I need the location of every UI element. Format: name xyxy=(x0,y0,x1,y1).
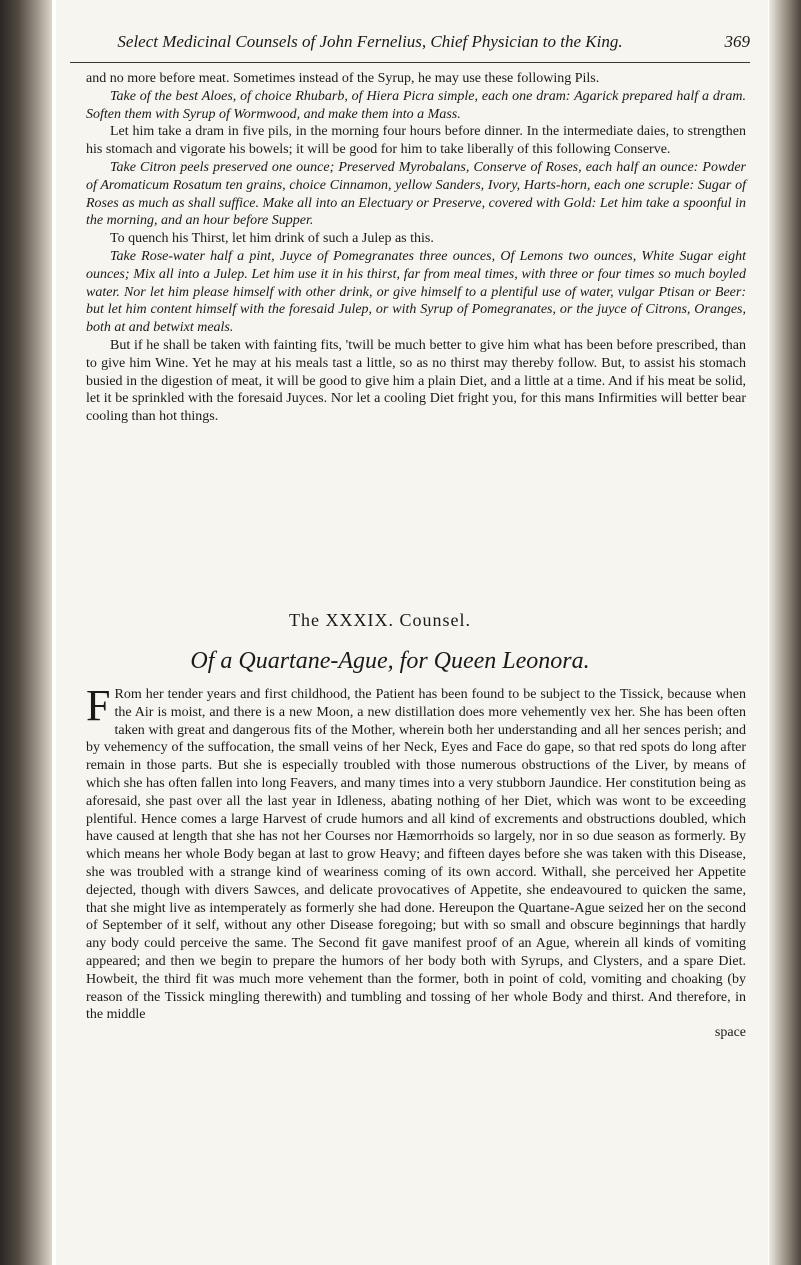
recipe-julep: Take Rose-water half a pint, Juyce of Pomegranates three ounces, Of Lemons two ounces, White Sugar eight ounces; Mix all into a Julep. Let him use it in his thirst, far from meal times, with three or four times so much boyled water. Nor let him please himself with other drink, or give himself to a plentiful use of water, vulgar Ptisan or Beer: but let him content himself with the foresaid Julep, or with Syrup of Pomegranates, or the juyce of Citrons, Oranges, both at and betwixt meals. xyxy=(86,248,746,336)
counsel-title: Of a Quartane-Ague, for Queen Leonora. xyxy=(190,648,590,674)
running-head: Select Medicinal Counsels of John Fernelius, Chief Physician to the King. xyxy=(117,32,623,51)
page-header xyxy=(70,28,750,63)
recipe-pills: Take of the best Aloes, of choice Rhubarb, of Hiera Picra simple, each one dram: Agarick prepared half a dram. Soften them with Syrup of Wormwood, and make them into a Mass. xyxy=(86,88,746,122)
paragraph: Let him take a dram in five pils, in the morning four hours before dinner. In the intermediate daies, to strengthen his stomach and vigorate his bowels; it will be good for him to take liberally of this following Conserve. xyxy=(86,124,746,158)
paragraph: But if he shall be taken with fainting fits, 'twill be much better to give him what has been before prescribed, than to give him Wine. Yet he may at his meals tast a little, so as no thirst may thereby follow. But, to assist his stomach busied in the digestion of meat, it will be good to give him a plain Diet, and a little at a time. And if his meat be solid, let it be sprinkled with the foresaid Juyces. Nor let a cooling Diet fright you, for this mans Infirmities will better bear cooling than hot things. xyxy=(86,337,746,425)
chapter-heading: The XXXIX. Counsel. xyxy=(289,610,471,630)
paragraph: and no more before meat. Sometimes instead of the Syrup, he may use these following Pils. xyxy=(86,71,600,86)
paragraph: To quench his Thirst, let him drink of such a Julep as this. xyxy=(110,231,434,247)
page-number: 369 xyxy=(724,32,750,51)
book-spine-left xyxy=(0,0,52,1265)
drop-cap: F xyxy=(86,681,111,730)
section-1 xyxy=(86,70,746,426)
recipe-conserve: Take Citron peels preserved one ounce; Preserved Myrobalans, Conserve of Roses, each half an ounce: Powder of Aromaticum Rosatum ten grains, choice Cinnamon, yellow Sanders, Ivory, Harts-horn, each one scruple: Sugar of Roses as much as shall suffice. Make all into an Electuary or Preserve, covered with Gold: Let him take a spoonful in the morning, and an hour before Supper. xyxy=(86,159,746,229)
book-edge-right xyxy=(769,0,801,1265)
catchword: space xyxy=(714,1025,746,1041)
paragraph: Rom her tender years and first childhood, the Patient has been found to be subject to the Tissick, because when the Air is moist, and there is a new Moon, a new distillation does more vehemently vex her. She has been often taken with great and dangerous fits of the Mother, wherein both her understanding and all her sences perish; and by vehemency of the suffocation, the small veins of her Neck, Eyes and Face do gape, so that red spots do long after remain in those parts. But she is especially troubled with those numerous obstructions of the Liver, by means of which she has often fallen into long Feavers, and many times into a very stubborn Jaundice. Her constitution being as aforesaid, she past over all the last year in Idleness, abating nothing of her Diet, which was wont to be exceeding plentiful. Hence comes a large Harvest of crude humors and all kind of excrements and obstructions doubled, which have caused at length that she has not her Courses nor Hæmorrhoids so largely, nor in so due season as formerly. By which means her whole Body began at last to grow Heavy; and fifteen dayes before she was taken with this Disease, she was troubled with a strange kind of weariness coming of its own accord. Withall, she perceived her Appetite dejected, though with divers Sawces, and delicate provocatives of Appetite, she endeavoured to quicken the same, that she might live as intemperately as formerly she had done. Hereupon the Quartane-Ague seized her on the second of September of it self, without any other Disease foregoing; but with so small and obscure beginnings that hardly any body could perceive the same. The Second fit gave manifest proof of an Ague, wherein all kinds of vomiting appeared; and then we begin to prepare the humors of her body both with Syrups, and Clysters, and a spare Diet. Howbeit, the third fit was much more vehement than the former, both in point of cold, vomiting and choaking (by reason of the Tissick mingling therewith) and tumbling and tossing of her whole Body and thirst. And therefore, in the middle xyxy=(86,687,746,1023)
section-2 xyxy=(86,681,746,1042)
